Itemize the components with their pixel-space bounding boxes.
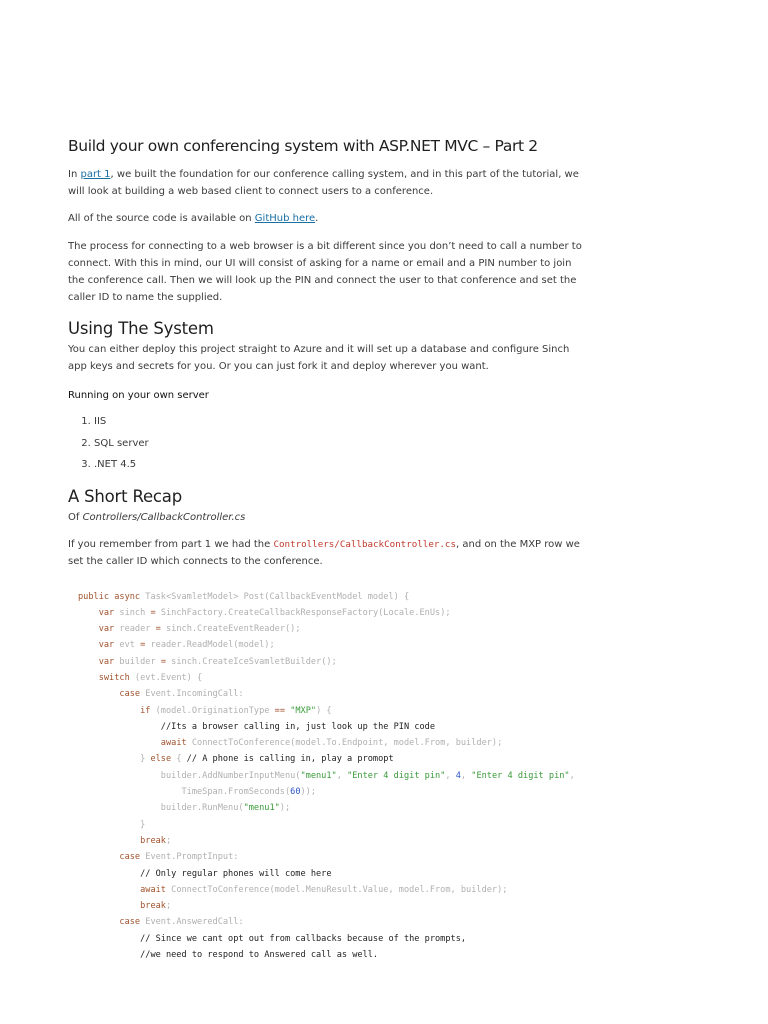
intro-paragraph: In part 1, we built the foundation for our conference calling system, and in this part of the tutorial, we will look at building a web based client to connect users to a conference. — [68, 169, 579, 197]
requirements-list — [68, 411, 582, 476]
list-item: 2. SQL server — [94, 433, 582, 455]
inline-code: Controllers/CallbackController.cs — [273, 538, 456, 550]
using-heading: Using The System — [68, 319, 214, 338]
list-item: 3. .NET 4.5 — [94, 454, 582, 476]
using-paragraph: You can either deploy this project straight to Azure and it will set up a database and configure Sinch app keys and secrets for you. Or you can just fork it and deploy wherever you want. — [68, 344, 570, 372]
article-title: Build your own conferencing system with ASP.NET MVC – Part 2 — [68, 137, 538, 155]
list-item: 1. IIS — [94, 411, 582, 433]
github-link[interactable]: GitHub here — [254, 213, 316, 224]
running-subheading: Running on your own server — [68, 390, 209, 401]
part1-link[interactable]: part 1 — [80, 169, 111, 180]
code-block: public async Task<SvamletModel> Post(CallbackEventModel model) { var sinch = SinchFactory.CreateCallbackResponseFactory(Locale.EnUs); var reader = sinch.CreateEventReader(); var evt = reader.ReadModel(model); var builder = sinch.CreateIceSvamletBuilder(); switch (evt.Event) { case Event.IncomingCall: if (model.OriginationType == "MXP") { //Its a browser calling in, just look up the PIN code await ConnectToConference(model.To.Endpoint, model.From, builder); } else { // A phone is calling in, play a promopt builder.AddNumberInputMenu("menu1", "Enter 4 digit pin", 4, "Enter 4 digit pin", TimeSpan.FromSeconds(60)); builder.RunMenu("menu1"); } break; case Event.PromptInput: // Only regular phones will come here await ConnectToConference(model.MenuResult.Value, model.From, builder); break; case Event.AnsweredCall: // Since we cant opt out from callbacks because of the prompts, //we need to respond to Answered call as well. — [78, 591, 575, 961]
recap-paragraph: If you remember from part 1 we had the Controllers/CallbackController.cs, and on the MXP row we set the caller ID which connects to the conference. — [68, 538, 580, 567]
process-paragraph: The process for connecting to a web browser is a bit different since you don’t need to call a number to connect. With this in mind, our UI will consist of asking for a name or email and a PIN number to join the conference call. Then we will look up the PIN and connect the user to that conference and set the caller ID to name the supplied. — [68, 241, 582, 303]
recap-of-line: Of Controllers/CallbackController.cs — [68, 511, 246, 523]
recap-heading: A Short Recap — [68, 486, 182, 506]
article — [68, 136, 582, 963]
source-paragraph: All of the source code is available on GitHub here. — [68, 213, 319, 224]
